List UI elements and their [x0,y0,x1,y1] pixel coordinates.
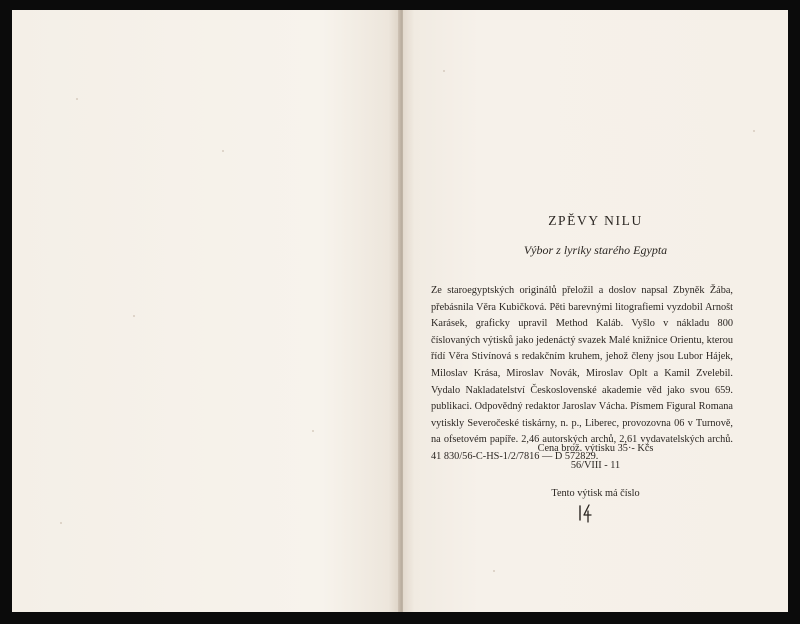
book-title: ZPĚVY NILU [548,213,643,228]
price-line: Cena brož. výtisku 35·- Kčs [537,443,654,454]
left-page [12,10,400,612]
numbered-copy-note: Tento výtisk má číslo [551,488,640,499]
catalog-code: 56/VIII - 11 [570,460,621,471]
right-page [403,10,788,612]
handwritten-number-mark [575,500,595,524]
book-subtitle: Výbor z lyriky starého Egypta [523,243,668,257]
book-spread [12,10,788,612]
colophon-text: Ze staroegyptských originálů přeložil a doslov napsal Zbyněk Žába, přebásnila Věra Kubičková. Pěti barevnými litografiemi vyzdobil Arnošt Karásek, graficky upravil Method Kaláb. Vyšlo v nákladu 800 číslovaných výtisků jako jedenáctý svazek Malé knižnice Orientu, kterou řídí Věra Stivínová s redakčním kruhem, jehož členy jsou Lubor Hájek, Miloslav Krása, Miroslav Novák, Miroslav Oplt a Kamil Zvelebil. Vydalo Nakladatelství Československé akademie věd jako svou 659. publikaci. Odpovědný redaktor Jaroslav Vácha. Písmem Figural Romana vytiskly Severočeské tiskárny, n. p., Liberec, provozovna 06 v Turnově, na ofsetovém papíře. 2,46 autorských archů, 2,61 vydavatelských archů. 41 830/56-C-HS-1/2/7816 — D 572829. [431,285,733,462]
